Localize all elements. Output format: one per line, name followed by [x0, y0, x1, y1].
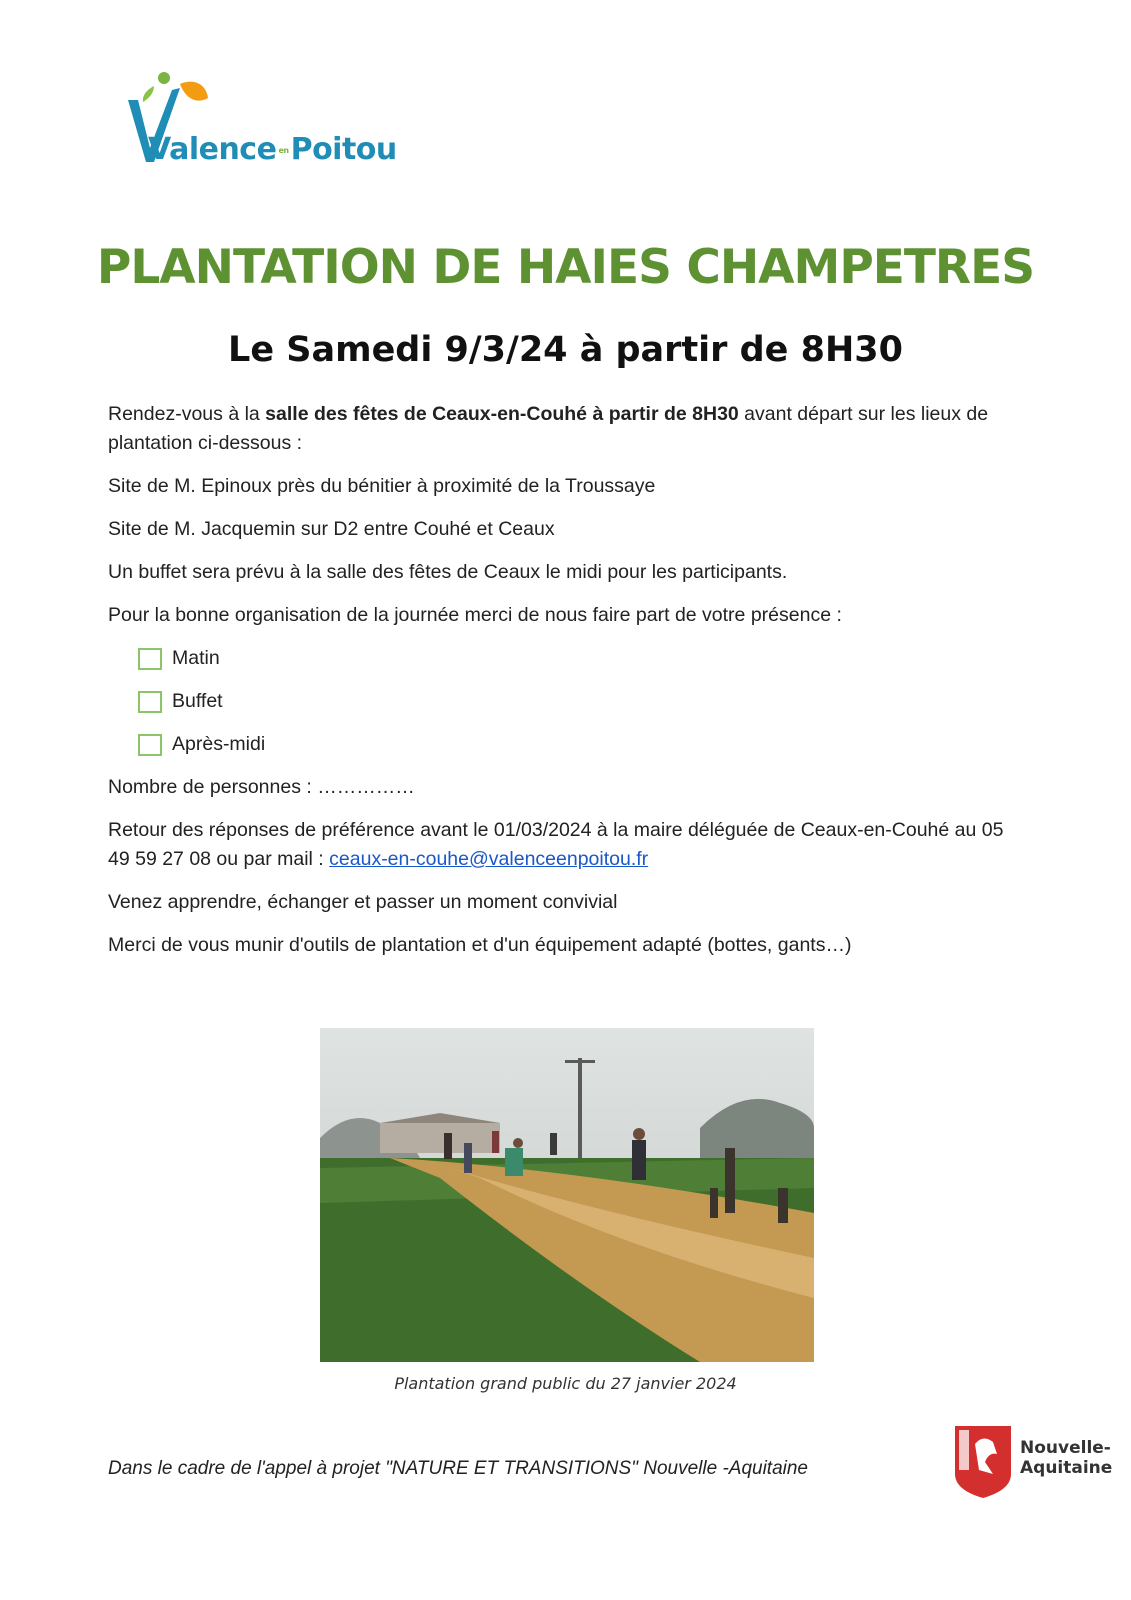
presence-prompt: Pour la bonne organisation de la journée merci de nous faire part de votre présence : — [108, 604, 842, 626]
region-line-1: Nouvelle- — [1020, 1438, 1111, 1458]
option-apres-midi-label: Après-midi — [172, 733, 266, 755]
page-title: PLANTATION DE HAIES CHAMPETRES — [96, 240, 1035, 295]
project-footer: Dans le cadre de l'appel à projet "NATURE ET TRANSITIONS" Nouvelle -Aquitaine — [108, 1458, 808, 1479]
reply-text: Retour des réponses de préférence avant le 01/03/2024 à la maire déléguée de Ceaux-en-Couhé au 05 49 59 27 08 ou par mail : — [108, 819, 1004, 870]
checkbox-buffet[interactable] — [138, 691, 162, 713]
site-2: Site de M. Jacquemin sur D2 entre Couhé et Ceaux — [108, 518, 555, 540]
logo-word-en: en — [278, 146, 289, 155]
event-date: Le Samedi 9/3/24 à partir de 8H30 — [228, 330, 903, 370]
reply-paragraph — [108, 816, 1028, 874]
intro-after: avant départ sur les lieux de plantation ci-dessous : — [108, 403, 989, 454]
option-buffet-label: Buffet — [172, 690, 223, 712]
planting-photo — [320, 1028, 814, 1362]
checkbox-matin[interactable] — [138, 648, 162, 670]
region-line-2: Aquitaine — [1020, 1458, 1113, 1478]
option-buffet[interactable] — [138, 687, 1028, 716]
invite-text: Venez apprendre, échanger et passer un moment convivial — [108, 891, 618, 913]
intro-paragraph — [108, 400, 1028, 458]
people-count: Nombre de personnes : …………… — [108, 776, 415, 798]
region-wordmark — [1020, 1438, 1112, 1478]
option-matin[interactable] — [138, 644, 1028, 673]
equipment-text: Merci de vous munir d'outils de plantation et d'un équipement adapté (bottes, gants…) — [108, 934, 852, 956]
option-matin-label: Matin — [172, 647, 220, 669]
checkbox-apres-midi[interactable] — [138, 734, 162, 756]
event-details — [108, 400, 1028, 974]
intro-before: Rendez-vous à la — [108, 403, 266, 425]
email-link[interactable]: ceaux-en-couhe@valenceenpoitou.fr — [329, 848, 649, 870]
intro-bold: salle des fêtes de Ceaux-en-Couhé à partir de 8H30 — [265, 403, 739, 425]
logo-word-valence: Valence — [148, 132, 277, 167]
site-1: Site de M. Epinoux près du bénitier à proximité de la Troussaye — [108, 475, 656, 497]
logo-wordmark — [130, 132, 397, 167]
logo-word-poitou: Poitou — [290, 132, 397, 167]
option-apres-midi[interactable] — [138, 730, 1028, 759]
buffet-info: Un buffet sera prévu à la salle des fêtes de Ceaux le midi pour les participants. — [108, 561, 788, 583]
photo-caption: Plantation grand public du 27 janvier 2024 — [394, 1374, 737, 1393]
